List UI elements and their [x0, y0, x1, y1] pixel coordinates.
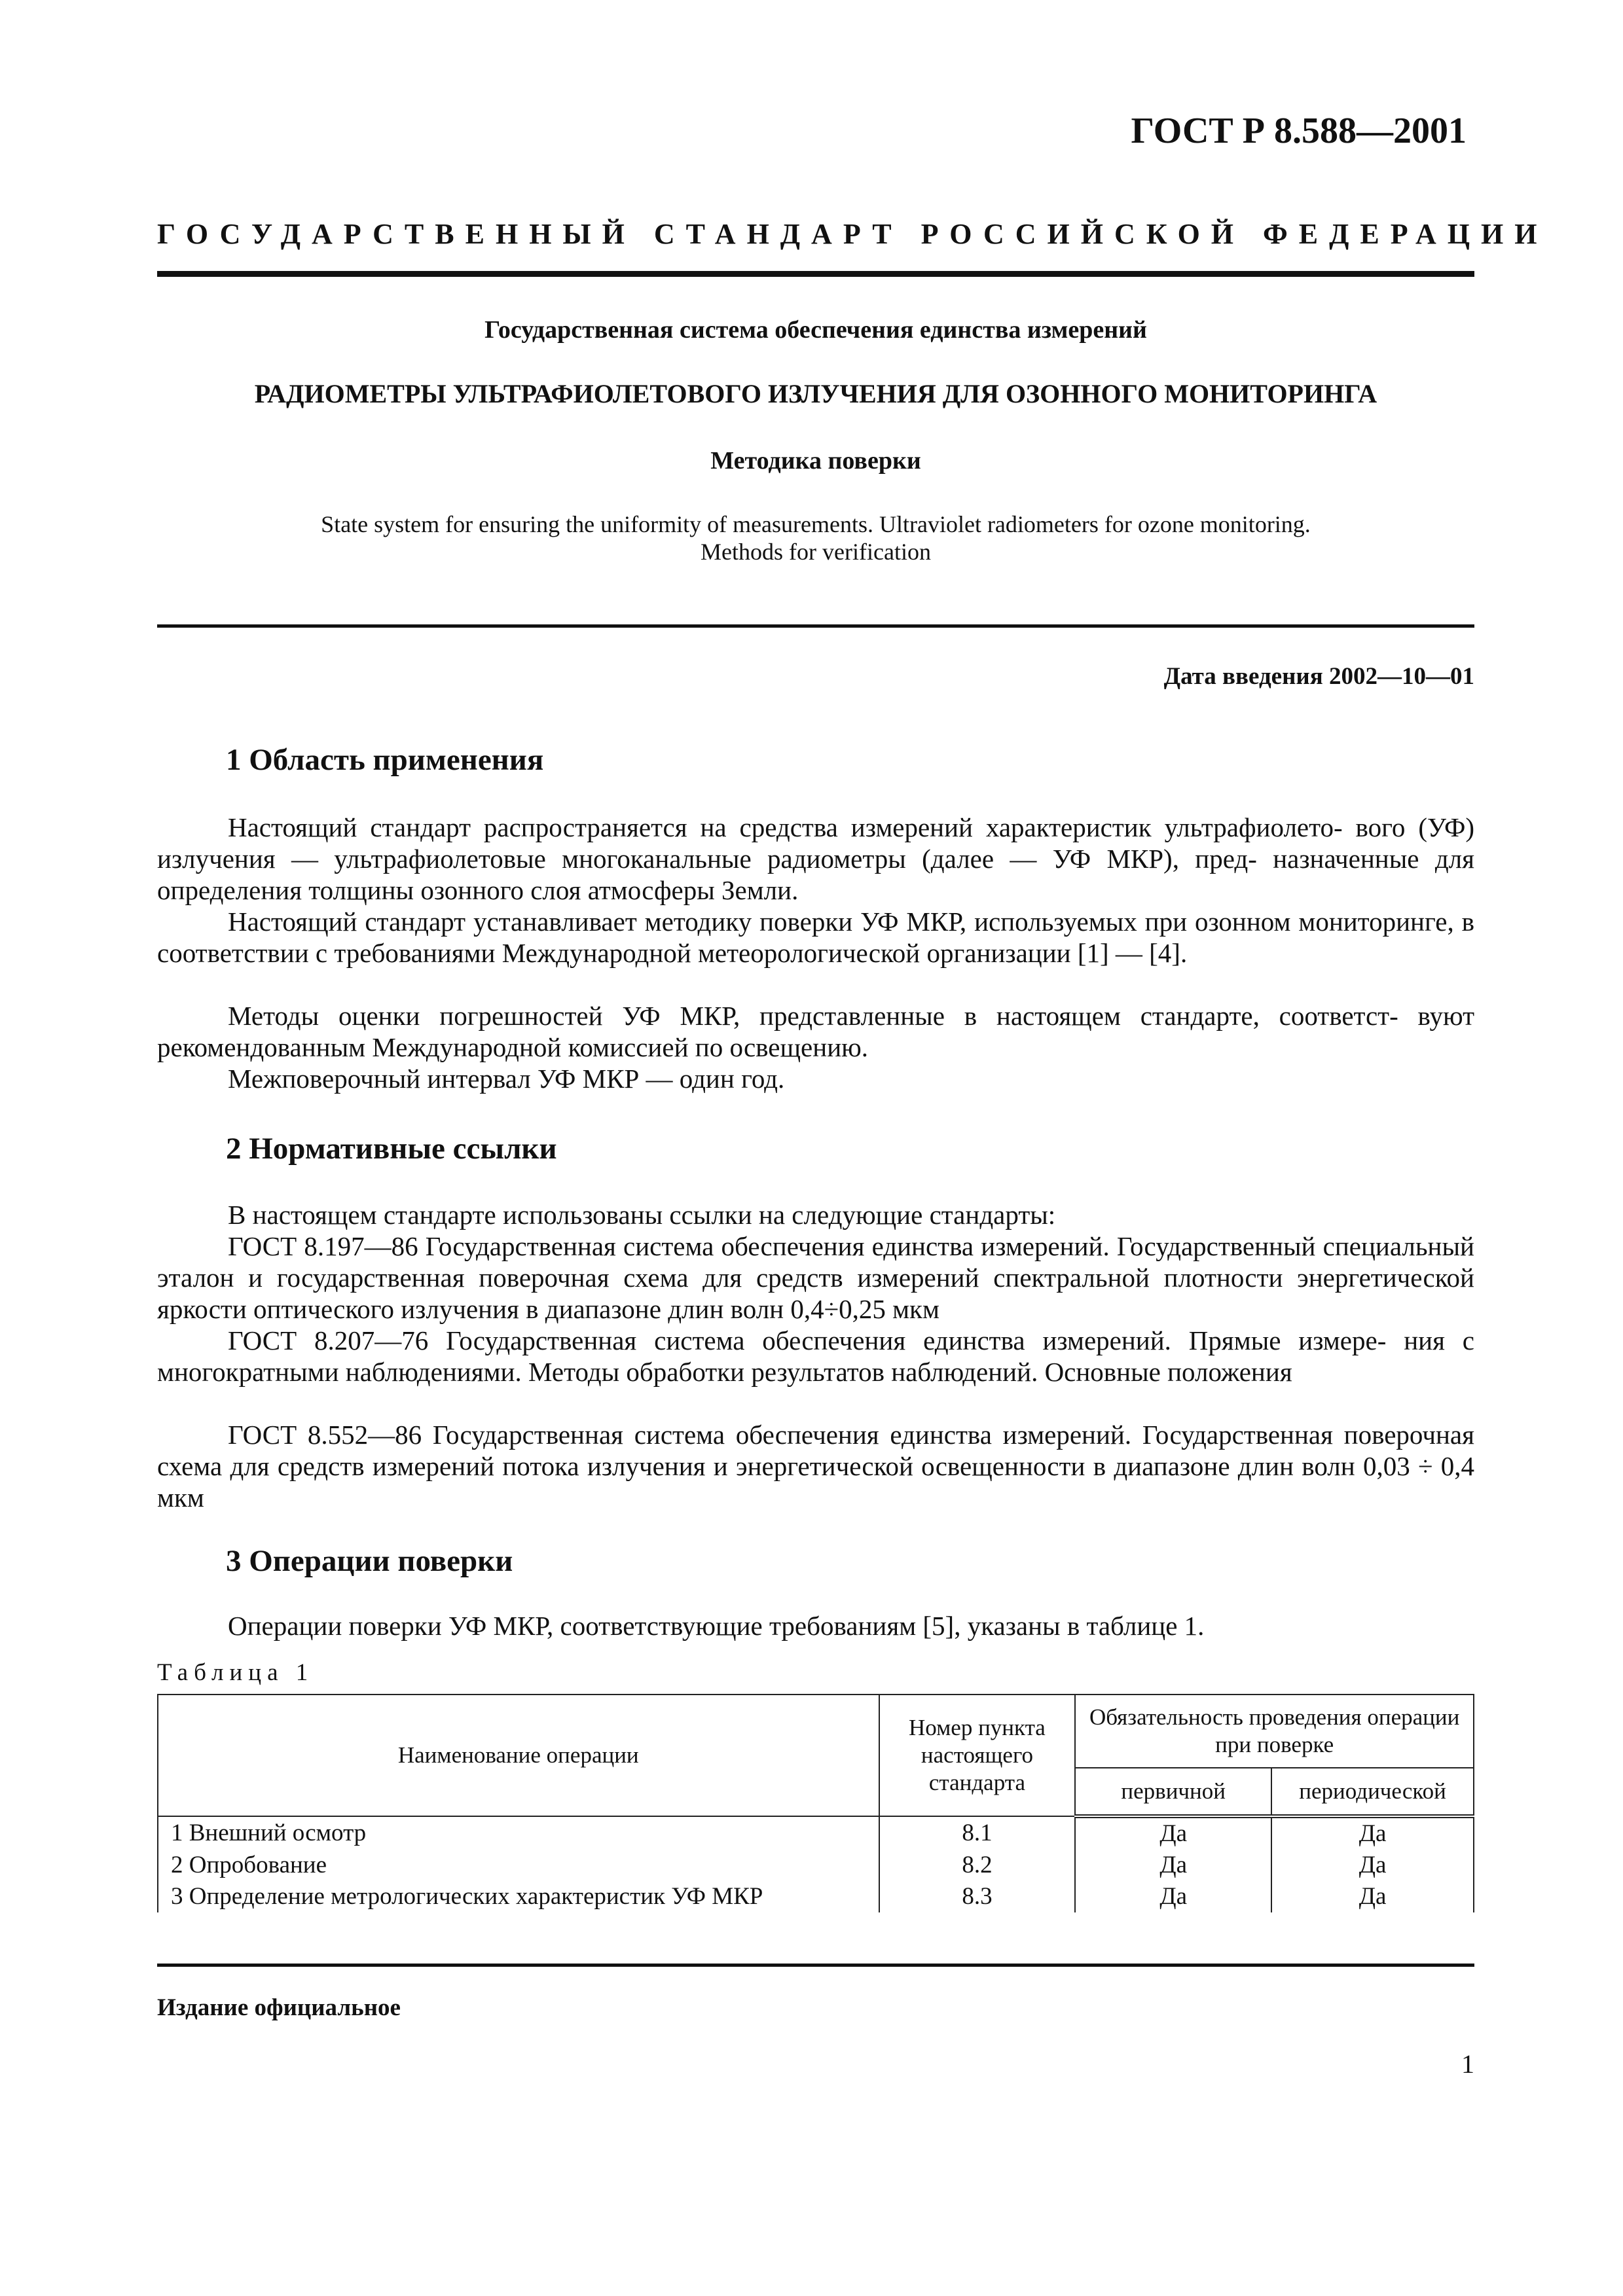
- reference-gost-8-552: ГОСТ 8.552—86 Государственная система обеспечения единства измерений. Государственная поверочная схема для средств измерений потока излучения и энергетической освещенности в диапазоне длин волн 0,03 ÷ 0,4 мкм: [157, 1420, 1474, 1513]
- introduction-date: Дата введения 2002—10—01: [1163, 663, 1474, 690]
- section-3-title: 3 Операции поверки: [226, 1544, 513, 1578]
- table-row: [158, 1881, 1474, 1912]
- english-title-line-1: State system for ensuring the uniformity of measurements. Ultraviolet radiometers for ozone monitoring.: [321, 511, 1311, 537]
- gost-code: ГОСТ Р 8.588—2001: [1131, 111, 1467, 151]
- primary-mandatory: Да: [1075, 1881, 1271, 1912]
- title-rule: [157, 624, 1474, 628]
- operation-name: 2 Опробование: [158, 1850, 879, 1881]
- footer-rule: [157, 1964, 1474, 1967]
- section-1-paragraph-4: Межповерочный интервал УФ МКР — один год.: [228, 1064, 785, 1094]
- periodic-mandatory: Да: [1271, 1816, 1474, 1850]
- header-clause-number: Номер пункта настоящего стандарта: [879, 1695, 1076, 1816]
- clause-number: 8.2: [879, 1850, 1076, 1881]
- clause-number: 8.1: [879, 1816, 1076, 1850]
- header-mandatory: Обязательность проведения операции при поверке: [1075, 1695, 1474, 1768]
- state-standard-heading: ГОСУДАРСТВЕННЫЙ СТАНДАРТ РОССИЙСКОЙ ФЕДЕРАЦИИ: [157, 218, 1548, 250]
- section-1-paragraph-1: Настоящий стандарт распространяется на средства измерений характеристик ультрафиолето- вого (УФ) излучения — ультрафиолетовые многоканальные радиометры (далее — УФ МКР), пред- назначенные для определения толщины озонного слоя атмосферы Земли.: [157, 812, 1474, 905]
- reference-gost-8-197: ГОСТ 8.197—86 Государственная система обеспечения единства измерений. Государственный специальный эталон и государственная поверочная схема для средств измерений спектральной плотности энергетической яркости оптического излучения в диапазоне длин волн 0,4÷0,25 мкм: [157, 1231, 1474, 1324]
- section-3-paragraph-1: Операции поверки УФ МКР, соответствующие требованиям [5], указаны в таблице 1.: [228, 1611, 1205, 1641]
- section-1-paragraph-2: Настоящий стандарт устанавливает методику поверки УФ МКР, используемых при озонном мониторинге, в соответствии с требованиями Международной метеорологической организации [1] — [4].: [157, 906, 1474, 968]
- operations-table: [157, 1694, 1474, 1912]
- primary-mandatory: Да: [1075, 1850, 1271, 1881]
- section-2-title: 2 Нормативные ссылки: [226, 1132, 557, 1166]
- primary-mandatory: Да: [1075, 1816, 1271, 1850]
- header-periodic: периодической: [1271, 1768, 1474, 1816]
- section-1-paragraph-3: Методы оценки погрешностей УФ МКР, представленные в настоящем стандарте, соответст- вуют рекомендованным Международной комиссией по освещению.: [157, 1001, 1474, 1062]
- method-subtitle: Методика поверки: [710, 447, 921, 475]
- header-rule: [157, 271, 1474, 277]
- section-2-intro: В настоящем стандарте использованы ссылки на следующие стандарты:: [228, 1200, 1056, 1230]
- operation-name: 3 Определение метрологических характеристик УФ МКР: [158, 1881, 879, 1912]
- table-row: [158, 1850, 1474, 1881]
- header-operation-name: Наименование операции: [158, 1695, 879, 1816]
- system-subtitle: Государственная система обеспечения единства измерений: [484, 316, 1147, 344]
- table-caption: Таблица 1: [157, 1659, 314, 1686]
- table-row: [158, 1816, 1474, 1850]
- operation-name: 1 Внешний осмотр: [158, 1816, 879, 1850]
- clause-number: 8.3: [879, 1881, 1076, 1912]
- official-edition-label: Издание официальное: [157, 1994, 401, 2021]
- document-title: РАДИОМЕТРЫ УЛЬТРАФИОЛЕТОВОГО ИЗЛУЧЕНИЯ ДЛЯ ОЗОННОГО МОНИТОРИНГА: [254, 379, 1377, 408]
- header-primary: первичной: [1075, 1768, 1271, 1816]
- periodic-mandatory: Да: [1271, 1850, 1474, 1881]
- periodic-mandatory: Да: [1271, 1881, 1474, 1912]
- page-number: 1: [1461, 2049, 1474, 2079]
- english-title-line-2: Methods for verification: [701, 539, 931, 565]
- reference-gost-8-207: ГОСТ 8.207—76 Государственная система обеспечения единства измерений. Прямые измере- ния с многократными наблюдениями. Методы обработки результатов наблюдений. Основные положения: [157, 1325, 1474, 1387]
- section-1-title: 1 Область применения: [226, 743, 544, 777]
- english-title: [157, 511, 1474, 565]
